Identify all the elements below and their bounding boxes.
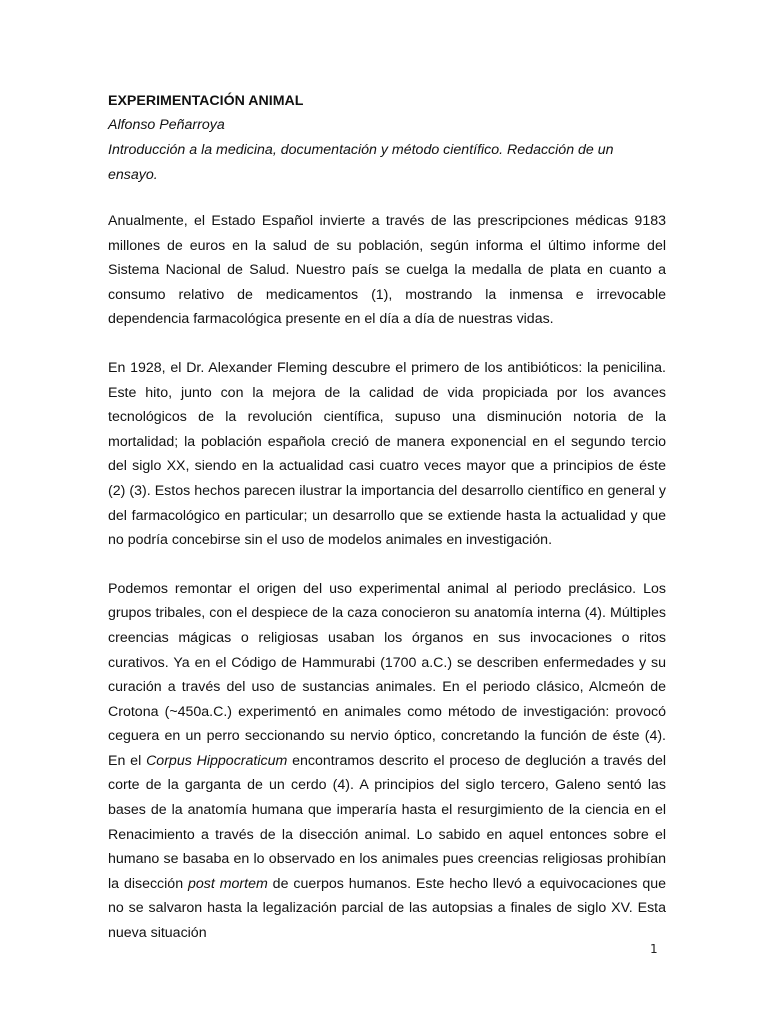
paragraph-3-italic-post-mortem: post mortem — [187, 875, 268, 892]
document-author: Alfonso Peñarroya — [108, 117, 225, 133]
paragraph-3-part-2: encontramos descrito el proceso de deglución a través del corte de la garganta de un cerdo (4). A principios del siglo tercero, Galeno sentó las bases de la anatomía humana que imperaría hasta el resurgimiento de la ciencia en el Renacimiento a través de la disección animal. Lo sabido en aquel entonces sobre el humano se basaba en lo observado en los animales pues creencias religiosas prohibían la disección — [108, 752, 666, 892]
paragraph-2: En 1928, el Dr. Alexander Fleming descubre el primero de los antibióticos: la penicilina. Este hito, junto con la mejora de la calidad de vida propiciada por los avances tecnológicos de la revolución científica, supuso una disminución notoria de la mortalidad; la población española creció de manera exponencial en el segundo tercio del siglo XX, siendo en la actualidad casi cuatro veces mayor que a principios de éste (2) (3). Estos hechos parecen ilustrar la importancia del desarrollo científico en general y del farmacológico en particular; un desarrollo que se extiende hasta la actualidad y que no podría concebirse sin el uso de modelos animales en investigación. — [108, 359, 666, 549]
paragraph-3-part-1: Podemos remontar el origen del uso experimental animal al periodo preclásico. Los grupos tribales, con el despiece de la caza conocieron su anatomía interna (4). Múltiples creencias mágicas o religiosas usaban los órganos en sus invocaciones o ritos curativos. Ya en el Código de Hammurabi (1700 a.C.) se describen enfermedades y su curación a través del uso de sustancias animales. En el periodo clásico, Alcmeón de Crotona (~450a.C.) experimentó en animales como método de investigación: provocó ceguera en un perro seccionando su nervio óptico, concretando la función de éste (4). En el — [108, 580, 666, 769]
document-title: EXPERIMENTACIÓN ANIMAL — [108, 93, 304, 109]
document-page — [108, 89, 666, 946]
paragraph-3 — [108, 577, 666, 946]
paragraph-3-italic-corpus: Corpus Hippocraticum — [146, 752, 288, 769]
paragraph-3-part-3: de cuerpos humanos. Este hecho llevó a equivocaciones que no se salvaron hasta la legalización parcial de las autopsias a finales de siglo XV. Esta nueva situación — [108, 875, 666, 942]
document-subtitle: Introducción a la medicina, documentación y método científico. Redacción de un ensayo. — [108, 142, 614, 183]
page-number: 1 — [650, 942, 658, 956]
paragraph-1: Anualmente, el Estado Español invierte a través de las prescripciones médicas 9183 millones de euros en la salud de su población, según informa el último informe del Sistema Nacional de Salud. Nuestro país se cuelga la medalla de plata en cuanto a consumo relativo de medicamentos (1), mostrando la inmensa e irrevocable dependencia farmacológica presente en el día a día de nuestras vidas. — [108, 213, 666, 328]
